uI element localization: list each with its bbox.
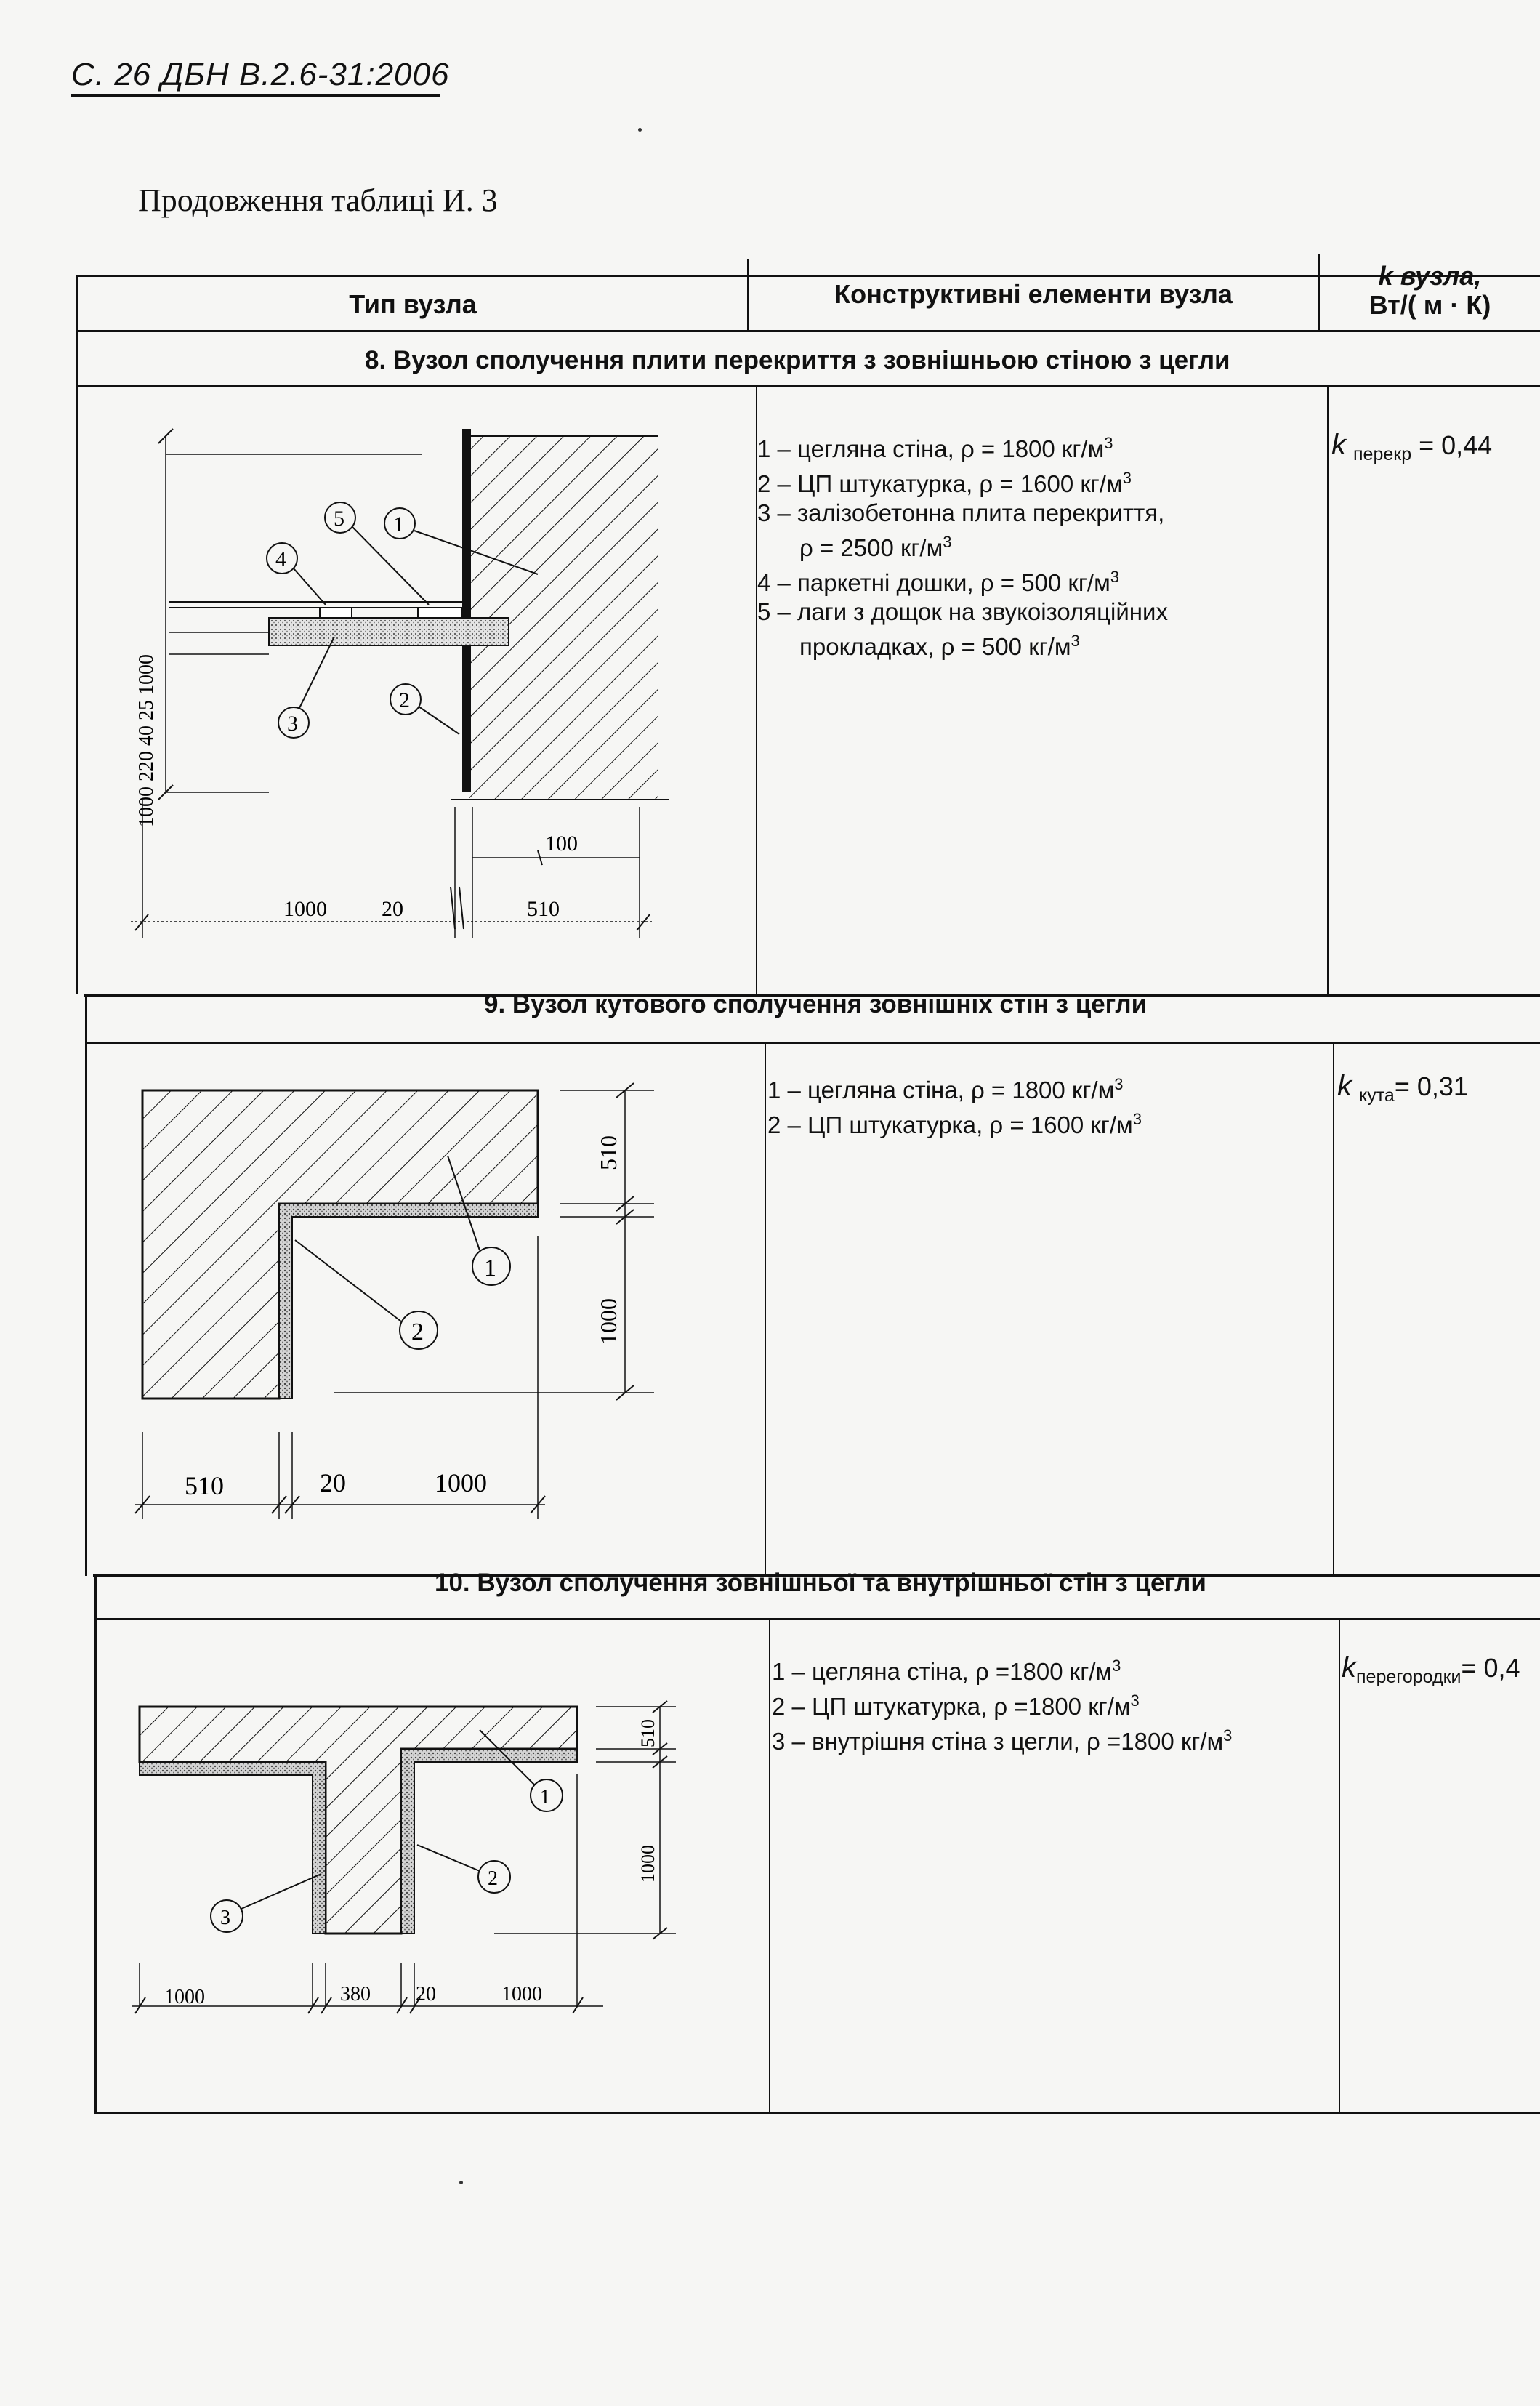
svg-text:3: 3 [287, 712, 298, 736]
list-item: 2 – ЦП штукатурка, ρ = 1600 $кг/м^3$ [767, 1110, 1142, 1138]
table-bottom-border [96, 2112, 1540, 2114]
column-divider [1333, 1042, 1334, 1576]
k-value-section-8: k $_{перекр}$ = 0,44 [1331, 429, 1493, 465]
list-item: 1 – цегляна стіна, ρ =1800 $кг/м^3$ [772, 1657, 1121, 1685]
dim-1000-bottom: 1000 [164, 1986, 205, 2008]
list-item: 3 – внутрішня стіна з цегли, ρ =1800 $кг/м^3$ [772, 1726, 1233, 1755]
column-header-k [1320, 262, 1540, 320]
plaster-layer [462, 645, 471, 792]
header-underline [71, 94, 440, 97]
column-divider [769, 1618, 770, 2112]
list-item: 4 – паркетні дошки, ρ = 500 $кг/м^3$ [757, 568, 1120, 596]
column-header-type: Тип вузла [349, 289, 477, 319]
callout-3 [278, 637, 334, 738]
section-8-title-border [77, 385, 1540, 387]
header-bottom-border [77, 330, 1540, 332]
plaster-layer [401, 1749, 577, 1934]
dim-20-bottom: 20 [416, 1983, 436, 2005]
dim-1000-bottom: 1000 [435, 1468, 487, 1497]
callout-3 [211, 1874, 321, 1932]
section-9-title-border [86, 1042, 1540, 1044]
section-10-elements-list [772, 1651, 1335, 1756]
table-caption: Продовження таблиці И. 3 [138, 182, 498, 218]
svg-text:3: 3 [220, 1907, 230, 1929]
joist [418, 608, 461, 618]
table-left-border [94, 1574, 97, 2114]
svg-text:1: 1 [484, 1255, 496, 1282]
list-item: 2 – ЦП штукатурка, ρ =1800 $кг/м^3$ [772, 1691, 1140, 1720]
svg-text:1: 1 [540, 1786, 550, 1808]
column-divider [765, 1042, 766, 1576]
svg-text:1: 1 [393, 512, 404, 536]
list-item: 5 – лаги з дощок на звукоізоляційних прокладках, ρ = 500 $кг/м^3$ [757, 598, 1168, 660]
plaster-layer [279, 1204, 538, 1399]
section-9-elements-list [767, 1070, 1327, 1140]
joist [320, 608, 352, 618]
list-item: 1 – цегляна стіна, ρ = 1800 $кг/м^3$ [757, 434, 1113, 462]
k-header-line1: k вузла, [1378, 261, 1482, 291]
callout-2 [390, 684, 459, 734]
dim-20-bottom: 20 [320, 1468, 346, 1497]
section-8-title: 8. Вузол сполучення плити перекриття з зовнішньою стіною з цегли [365, 346, 1230, 374]
dim-1000-right: 1000 [637, 1845, 658, 1883]
svg-text:4: 4 [275, 547, 286, 571]
dim-510-right: 510 [595, 1135, 621, 1170]
callout-2 [295, 1240, 438, 1349]
dim-100: 100 [545, 832, 578, 856]
dim-510: 510 [527, 897, 560, 921]
table-left-border [85, 994, 87, 1576]
drawing-section-8 [131, 414, 683, 952]
dim-1000-right: 1000 [595, 1298, 621, 1345]
dim-380-bottom: 380 [340, 1983, 371, 2005]
dim-510-bottom: 510 [185, 1471, 224, 1500]
column-divider [1327, 385, 1329, 996]
list-item: 3 – залізобетонна плита перекриття, ρ = 2500 $кг/м^3$ [757, 499, 1165, 561]
concrete-slab [269, 618, 509, 645]
dim-1000: 1000 [283, 897, 327, 921]
brick-wall-corner [142, 1090, 538, 1399]
drawing-section-9 [131, 1069, 683, 1534]
scan-speck [638, 128, 642, 132]
svg-text:2: 2 [488, 1867, 498, 1890]
list-item: 2 – ЦП штукатурка, ρ = 1600 $кг/м^3$ [757, 469, 1132, 497]
scan-speck [459, 2181, 463, 2184]
callout-4 [267, 543, 326, 605]
drawing-section-10 [131, 1686, 683, 2028]
dim-1000-bottom: 1000 [501, 1983, 542, 2005]
svg-text:2: 2 [411, 1319, 424, 1345]
column-header-elements: Конструктивні елементи вузла [834, 279, 1233, 309]
k-header-line2: Вт/( м · К) [1368, 290, 1491, 320]
list-item: 1 – цегляна стіна, ρ = 1800 $кг/м^3$ [767, 1075, 1124, 1103]
dim-20: 20 [382, 897, 403, 921]
section-9-title: 9. Вузол кутового сполучення зовнішніх стін з цегли [484, 990, 1148, 1018]
callout-2 [417, 1845, 510, 1893]
page-reference: С. 26 ДБН В.2.6-31:2006 [71, 57, 450, 92]
k-value-section-10: $k_{перегородки}= 0,4$ [1342, 1651, 1520, 1688]
dims-left: 1000 220 40 25 1000 [135, 654, 158, 827]
k-value-section-9: k $_{кута}$= 0,31 [1337, 1070, 1468, 1106]
brick-wall-t-junction [140, 1707, 577, 1934]
column-divider [1339, 1618, 1340, 2112]
table-left-border [76, 275, 78, 994]
svg-text:5: 5 [334, 507, 344, 531]
dim-510-right: 510 [637, 1719, 658, 1747]
section-10-title-border [94, 1618, 1540, 1620]
section-10-title: 10. Вузол сполучення зовнішньої та внутрішньої стін з цегли [435, 1569, 1206, 1597]
svg-text:2: 2 [399, 688, 410, 712]
section-8-elements-list [757, 429, 1324, 661]
